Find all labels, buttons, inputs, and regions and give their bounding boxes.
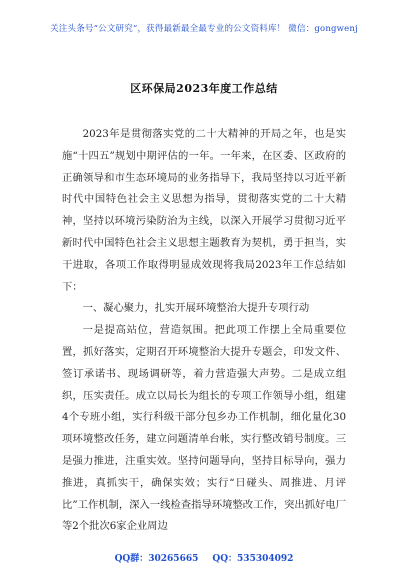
body-paragraph: 一是提高站位，营造氛围。把此项工作摆上全局重要位置，抓好落实，定期召开环境整治大提升专题会，印发文件、签订承诺书、现场调研等，着力营造强大声势。二是成立组织，压实责任。成立以局长为组长的专项工作领导小组，组建4个专班小组，实行科级干部分包乡办工作机制，细化量化30项环境整改任务，建立问题清单台帐，实行整改销号制度。三是强力推进，注重实效。坚持问题导向，坚持目标导向，强力推进，真抓实干，确保实效；实行“日碰头、周推进、月评比”工作机制，深入一线检查指导环境整改工作，突出抓好电厂等2个批次6家企业周边 — [62, 324, 346, 533]
page-header-notice: 关注头条号“公文研究”，获得最新最全最专业的公文资料库！ 微信：gongwenj — [50, 24, 358, 34]
qq-group-number: QQ群：30265665 — [114, 554, 199, 564]
page-footer — [0, 551, 408, 564]
document-body — [62, 124, 346, 538]
body-paragraph: 2023年是贯彻落实党的二十大精神的开局之年，也是实施“十四五”规划中期评估的一年。一年来，在区委、区政府的正确领导和市生态环境局的业务指导下，我局坚持以习近平新时代中国特色社会主义思想为指导，贯彻落实党的二十大精神，坚持以环境污染防治为主线，以深入开展学习贯彻习近平新时代中国特色社会主义思想主题教育为契机，勇于担当，实干进取，各项工作取得明显成效现将我局2023年工作总结如下： — [62, 128, 346, 293]
document-title: 区环保局2023年度工作总结 — [130, 82, 278, 95]
qq-number: QQ：535304092 — [212, 554, 294, 564]
section-heading: 一、凝心聚力，扎实开展环境整治大提升专项行动 — [82, 302, 310, 315]
